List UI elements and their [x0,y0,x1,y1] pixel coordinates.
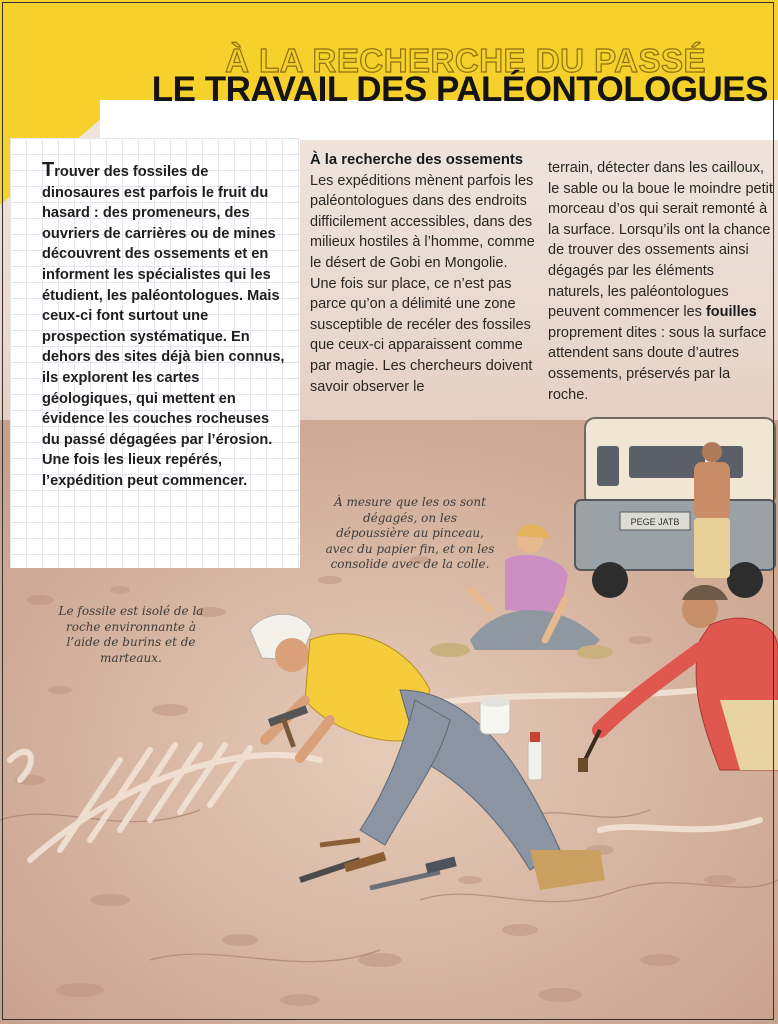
caption-bone-cleaning: À mesure que les os sont dégagés, on les dépoussière au pinceau, avec du papier fin, et on les consolide avec de la colle. [325,495,495,571]
intro-body: rouver des fossiles de dinosaures est parfois le fruit du hasard : des promeneurs, des ouvriers de carrières ou de mines découvrent des ossements et en informent les spécialistes qui les étudient, les paléontologues. Mais ceux-ci font surtout une prospection systématique. En dehors des sites déjà bien connus, ils explorent les cartes géologiques, qui mettent en évidence les couches rocheuses du passé dégagées par l’érosion. Une fois les lieux repérés, l’expédition peut commencer. [42,164,285,489]
section-supertitle: À LA RECHERCHE DU PASSÉ [225,42,706,79]
license-plate: PEGE JATB [630,517,680,527]
intro-text [42,160,290,492]
intro-dropcap: T [42,159,55,181]
article-column-2 [548,158,773,405]
article-column-2-text-b: proprement dites : sous la surface attendent sans doute d’autres ossements, préservés par la roche. [548,324,767,403]
expedition-vehicle [575,418,775,598]
article-subheading: À la recherche des ossements [310,152,524,168]
article-column-2-text-a: terrain, détecter dans les cailloux, le sable ou la boue le moindre petit morceau d’os qui serait remonté à la surface. Lorsqu’ils ont la chance de trouver des ossements ainsi dégagés par les éléments naturels, les paléontologues peuvent commencer les [548,160,773,321]
article-column-1 [310,150,535,397]
keyword-fouilles: fouilles [705,304,757,321]
article-column-1-text: Les expéditions mènent parfois les paléontologues dans des endroits difficilement accessibles, dans des milieux hostiles à l’homme, comme le désert de Gobi en Mongolie. Une fois sur place, ce n’est pas parce qu’on a délimité une zone susceptible de recéler des fossiles que ceux-ci apparaissent comme par magie. Les chercheurs doivent savoir observer le [310,172,535,395]
caption-fossil-extraction: Le fossile est isolé de la roche environnante à l’aide de burins et de marteaux. [58,604,204,665]
page-title: LE TRAVAIL DES PALÉONTOLOGUES [151,70,768,109]
